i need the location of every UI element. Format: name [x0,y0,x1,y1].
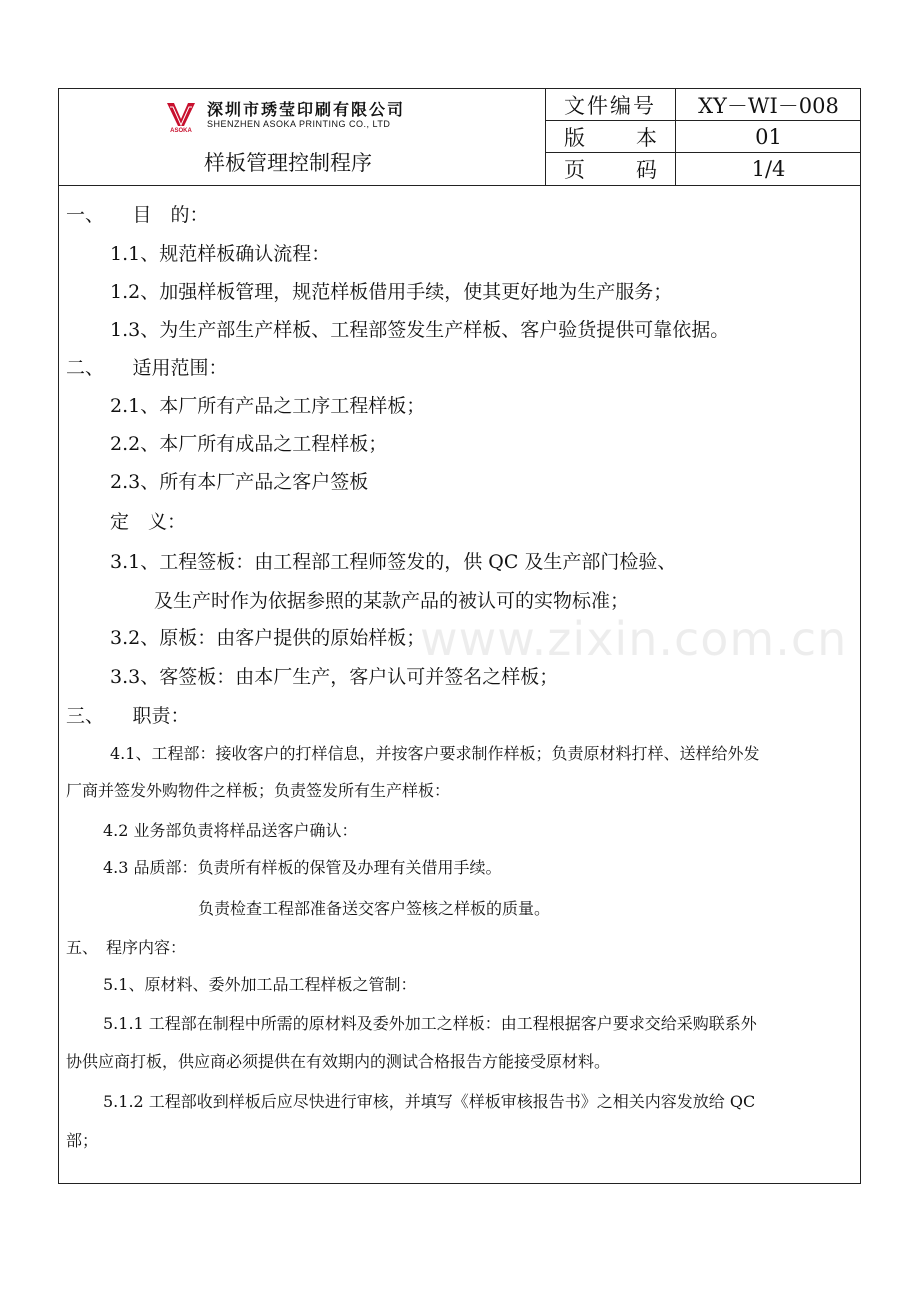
meta-label-page: 页 码 [564,158,657,182]
meta-value-page: 1/4 [751,157,786,181]
item-5-1-2-line2: 部； [66,1131,99,1150]
company-logo-icon [164,99,198,133]
item-4-2: 4.2 业务部负责将样品送客户确认： [103,821,358,840]
logo-text: ASOKA [170,128,192,133]
item-4-1-line2: 厂商并签发外购物件之样板；负责签发所有生产样板： [66,781,451,800]
item-2-3: 2.3、所有本厂产品之客户签板 [110,471,369,493]
item-1-2: 1.2、加强样板管理，规范样板借用手续，使其更好地为生产服务； [110,281,673,303]
meta-row-version [546,121,861,153]
item-5-1: 5.1、原材料、委外加工品工程样板之管制： [103,975,417,994]
document-title: 样板管理控制程序 [204,151,372,175]
item-2-2: 2.2、本厂所有成品之工程样板； [110,433,388,455]
item-3-3: 3.3、客签板：由本厂生产，客户认可并签名之样板； [110,666,559,688]
item-1-3: 1.3、为生产部生产样板、工程部签发生产样板、客户验货提供可靠依据。 [110,319,730,341]
item-3-1-line2: 及生产时作为依据参照的某款产品的被认可的实物标准； [154,590,630,612]
definition-heading: 定 义： [110,511,187,533]
meta-value-version: 01 [755,124,782,149]
section-5-heading: 五、 程序内容： [66,938,187,957]
document-header [59,89,860,186]
company-name-cn: 深圳市琇莹印刷有限公司 [207,100,406,119]
company-name-en: SHENZHEN ASOKA PRINTING CO., LTD [207,119,391,129]
item-3-2: 3.2、原板：由客户提供的原始样板； [110,627,426,649]
meta-row-doc-number [546,89,861,121]
item-2-1: 2.1、本厂所有产品之工序工程样板； [110,395,426,417]
item-3-1-line1: 3.1、工程签板：由工程部工程师签发的，供 QC 及生产部门检验、 [110,551,677,573]
section-3-heading: 三、 职责： [66,705,190,727]
item-4-3-cont: 负责检查工程部准备送交客户签核之样板的质量。 [198,899,551,918]
section-2-heading: 二、 适用范围： [66,357,228,379]
item-5-1-2-line1: 5.1.2 工程部收到样板后应尽快进行审核，并填写《样板审核报告书》之相关内容发放给 QC [103,1092,756,1111]
meta-row-page [546,153,861,185]
meta-label-version: 版 本 [564,125,657,150]
header-title-cell [59,89,546,185]
section-1-heading: 一、 目 的： [66,204,209,226]
item-5-1-1-line1: 5.1.1 工程部在制程中所需的原材料及委外加工之样板：由工程根据客户要求交给采购联系外 [103,1014,757,1033]
item-4-1-line1: 4.1、工程部：接收客户的打样信息，并按客户要求制作样板；负责原材料打样、送样给外发 [110,744,760,763]
watermark: www.zixin.com.cn [420,612,848,666]
document-meta-table [546,89,861,185]
item-1-1: 1.1、规范样板确认流程： [110,243,331,265]
item-4-3: 4.3 品质部：负责所有样板的保管及办理有关借用手续。 [103,858,502,877]
item-5-1-1-line2: 协供应商打板，供应商必须提供在有效期内的测试合格报告方能接受原材料。 [66,1052,611,1071]
meta-value-doc-number: XY－WI－008 [698,93,839,118]
meta-label-doc-number: 文件编号 [564,93,656,118]
